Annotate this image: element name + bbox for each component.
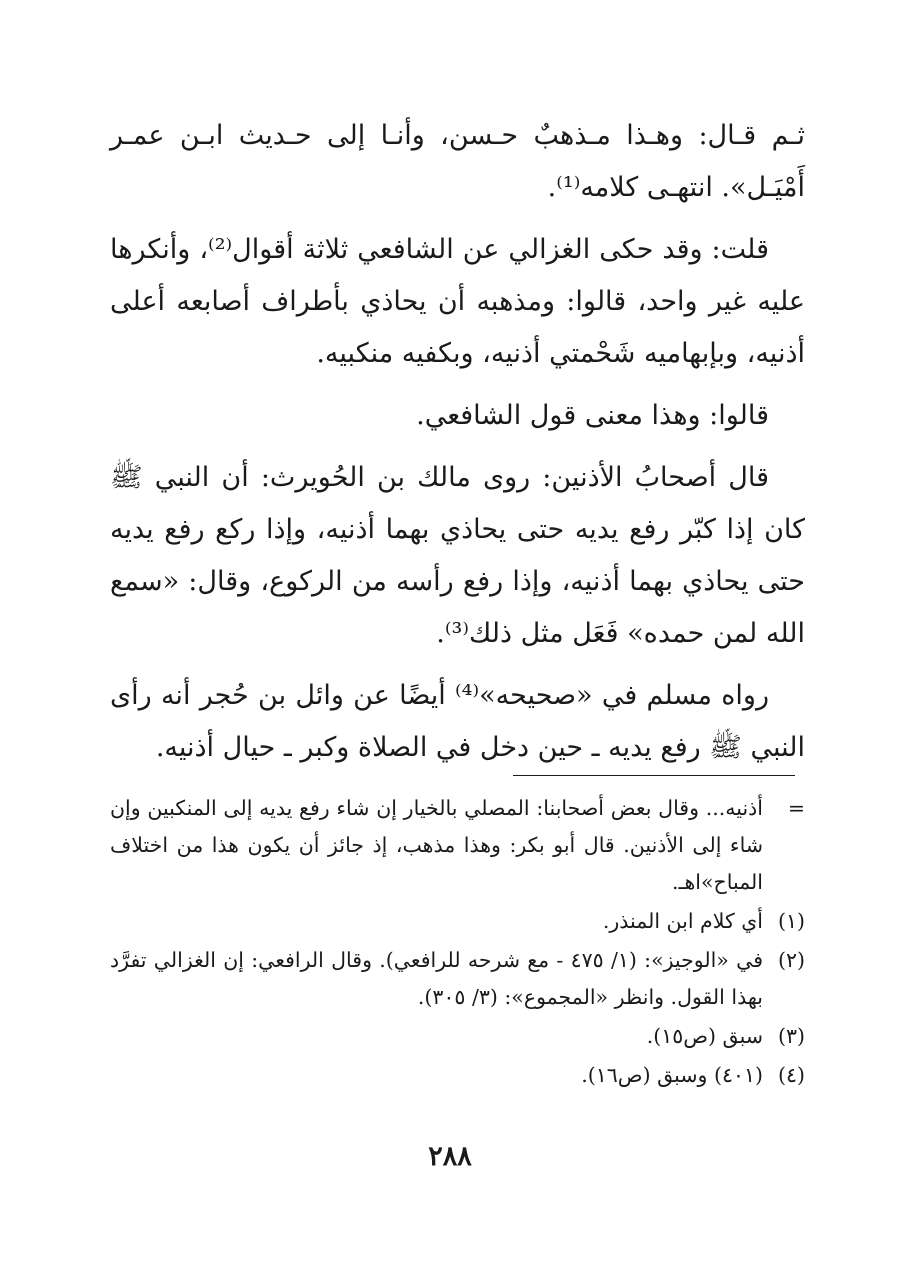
footnote-divider bbox=[513, 775, 795, 776]
footnote-2 bbox=[110, 942, 805, 1016]
footnote-marker: = bbox=[787, 796, 805, 820]
paragraph-4: قال أصحابُ الأذنين: روى مالك بن الحُويرث: أن النبي ﷺ كان إذا كبّر رفع يديه حتى يحاذي بهما أذنيه، وإذا ركع رفع يديه حتى يحاذي بهما أذنيه، وإذا رفع رأسه من الركوع، وقال: «سمع الله لمن حمده» فَعَل مثل ذلك⁽³⁾. bbox=[110, 462, 805, 649]
footnote-continuation bbox=[110, 790, 805, 901]
paragraph-3: قالوا: وهذا معنى قول الشافعي. bbox=[416, 400, 769, 431]
footnote-text: (٤٠١) وسبق (ص١٦). bbox=[581, 1063, 763, 1087]
footnote-marker: (٢) bbox=[777, 948, 805, 972]
footnotes bbox=[110, 790, 805, 1096]
footnote-1 bbox=[110, 903, 805, 940]
footnote-text: أي كلام ابن المنذر. bbox=[602, 909, 763, 933]
footnote-marker: (٤) bbox=[777, 1063, 805, 1087]
footnote-text: سبق (ص١٥). bbox=[646, 1024, 763, 1048]
paragraph-2: قلت: وقد حكى الغزالي عن الشافعي ثلاثة أقوال⁽²⁾، وأنكرها عليه غير واحد، قالوا: ومذهبه أن يحاذي بأطراف أصابعه أعلى أذنيه، وبإبهاميه شَحْمتي أذنيه، وبكفيه منكبيه. bbox=[110, 234, 805, 369]
footnote-marker: (٣) bbox=[777, 1024, 805, 1048]
page-number: ٢٨٨ bbox=[428, 1141, 472, 1172]
footnote-3 bbox=[110, 1018, 805, 1055]
footnote-text: أذنيه... وقال بعض أصحابنا: المصلي بالخيار إن شاء رفع يديه إلى المنكبين وإن شاء إلى الأذنين. قال أبو بكر: وهذا مذهب، إذ جائز أن يكون هذا من اختلاف المباح»اهـ. bbox=[110, 796, 763, 894]
paragraph-1: ثـم قـال: وهـذا مـذهبٌ حـسن، وأنـا إلى حـديث ابـن عمـر أَمْيَـل». انتهـى كلامه⁽¹⁾. bbox=[110, 120, 805, 203]
main-text bbox=[110, 110, 805, 784]
footnote-text: في «الوجيز»: (١/ ٤٧٥ - مع شرحه للرافعي). وقال الرافعي: إن الغزالي تفرَّد بهذا القول. وانظر «المجموع»: (٣/ ٣٠٥). bbox=[110, 948, 764, 1009]
paragraph-5: رواه مسلم في «صحيحه»⁽⁴⁾ أيضًا عن وائل بن حُجر أنه رأى النبي ﷺ رفع يديه ـ حين دخل في الصلاة وكبر ـ حيال أذنيه. bbox=[110, 680, 805, 763]
footnote-4 bbox=[110, 1057, 805, 1094]
footnote-marker: (١) bbox=[777, 909, 805, 933]
